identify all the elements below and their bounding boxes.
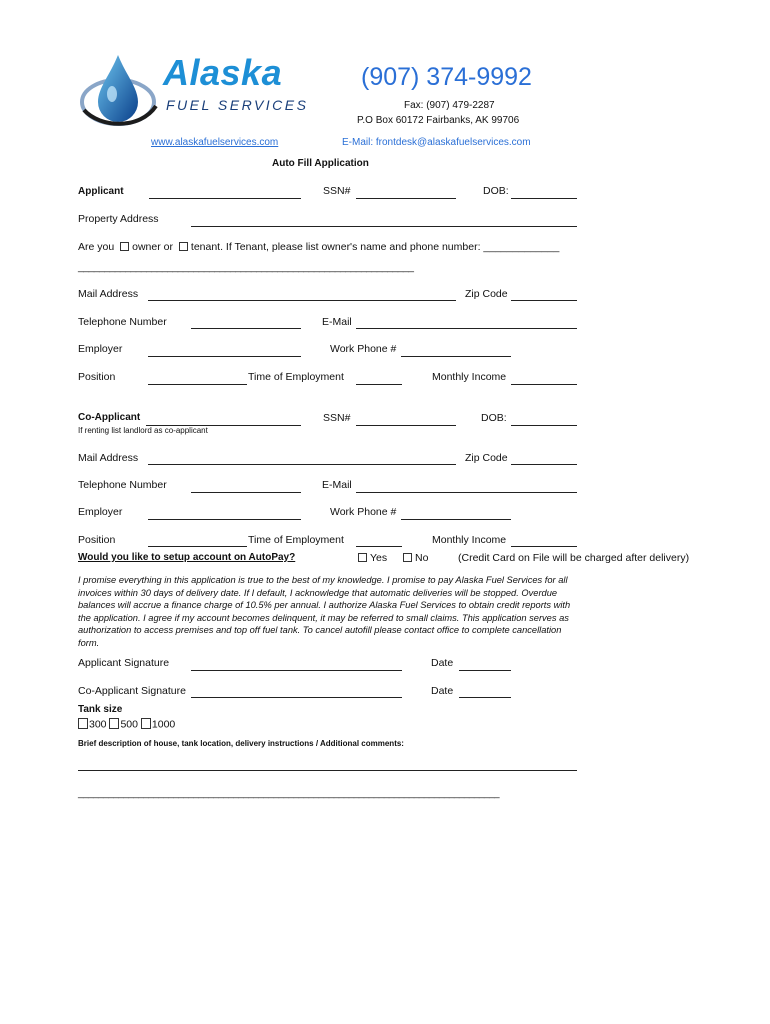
co-time-employment-field[interactable] [356, 546, 402, 547]
mail-address-field[interactable] [148, 300, 456, 301]
coapplicant-ssn-field[interactable] [356, 425, 456, 426]
email-link[interactable]: E-Mail: frontdesk@alaskafuelservices.com [342, 137, 531, 148]
autopay-question: Would you like to setup account on AutoPay? [78, 552, 296, 563]
coapplicant-signature-field[interactable] [191, 697, 402, 698]
time-employment-field[interactable] [356, 384, 402, 385]
work-phone-label: Work Phone # [330, 343, 397, 355]
zip-code-field[interactable] [511, 300, 577, 301]
agreement-text: I promise everything in this application is true to the best of my knowledge. I promise to pay Alaska Fuel Services for all invoices within 30 days of delivery date. If I default, I acknowledge that automatic deliveries will be stopped. Overdue balances will accrue a finance charge of 10.5% per annual. I authorize Alaska Fuel Services to obtain credit reports with the application. I agree if my account becomes delinquent, it may be referred to small claims. This application serves as authorization to access premises and top off fuel tank. To cancel autofill please contact office to complete cancellation form. [78, 575, 571, 648]
applicant-signature-field[interactable] [191, 670, 402, 671]
email-field[interactable] [356, 328, 577, 329]
date1-label: Date [431, 657, 454, 669]
co-position-field[interactable] [148, 546, 247, 547]
autopay-yes: Yes [355, 552, 387, 564]
tenant-checkbox[interactable] [179, 242, 188, 251]
mailing-address: P.O Box 60172 Fairbanks, AK 99706 [357, 115, 520, 126]
employer-field[interactable] [148, 356, 301, 357]
tank-500-label: 500 [120, 718, 138, 731]
coapplicant-dob-field[interactable] [511, 425, 577, 426]
monthly-income-label: Monthly Income [432, 371, 507, 383]
applicant-ssn-label: SSN# [323, 185, 351, 197]
applicant-name-field[interactable] [149, 198, 301, 199]
co-monthly-income-field[interactable] [511, 546, 577, 547]
tank-size-options [78, 718, 175, 731]
owner-checkbox[interactable] [120, 242, 129, 251]
zip-code-label: Zip Code [465, 288, 508, 300]
coapplicant-ssn-label: SSN# [323, 412, 351, 424]
date2-field[interactable] [459, 697, 511, 698]
co-work-phone-label: Work Phone # [330, 506, 397, 518]
co-position-label: Position [78, 534, 116, 546]
comments-field-1[interactable] [78, 770, 577, 771]
autopay-yes-checkbox[interactable] [358, 553, 367, 562]
owner-tenant-question: Are you owner or tenant. If Tenant, please list owner's name and phone number: _____________ [78, 241, 560, 253]
date1-field[interactable] [459, 670, 511, 671]
owner-label: owner [132, 241, 161, 253]
co-employer-label: Employer [78, 506, 123, 518]
applicant-heading: Applicant [78, 186, 124, 197]
fax-number: Fax: (907) 479-2287 [404, 100, 495, 111]
work-phone-field[interactable] [401, 356, 511, 357]
applicant-ssn-field[interactable] [356, 198, 456, 199]
coapplicant-heading: Co-Applicant [78, 412, 141, 423]
tank-1000-checkbox[interactable] [141, 718, 151, 729]
brand-subtitle: FUEL SERVICES [166, 97, 309, 113]
co-email-label: E-Mail [322, 479, 352, 491]
coapplicant-note: If renting list landlord as co-applicant [78, 426, 208, 435]
employer-label: Employer [78, 343, 123, 355]
co-zip-code-field[interactable] [511, 464, 577, 465]
autopay-note: (Credit Card on File will be charged after delivery) [458, 552, 690, 564]
co-time-employment-label: Time of Employment [248, 534, 344, 546]
co-zip-code-label: Zip Code [465, 452, 508, 464]
tank-size-heading: Tank size [78, 704, 123, 715]
co-employer-field[interactable] [148, 519, 301, 520]
mail-address-label: Mail Address [78, 288, 139, 300]
phone-number: (907) 374-9992 [361, 63, 532, 91]
position-field[interactable] [148, 384, 247, 385]
tank-300-label: 300 [89, 718, 107, 731]
owner-info-line[interactable]: ________________________________________________________________ [78, 261, 414, 273]
tenant-label: tenant. If Tenant, please list owner's name and phone number: _____________ [190, 241, 560, 253]
property-address-field[interactable] [191, 226, 577, 227]
brand-name: Alaska [163, 52, 283, 93]
co-email-field[interactable] [356, 492, 577, 493]
co-mail-address-field[interactable] [148, 464, 456, 465]
monthly-income-field[interactable] [511, 384, 577, 385]
autopay-no: No [400, 552, 428, 564]
coapplicant-signature-label: Co-Applicant Signature [78, 685, 186, 697]
applicant-dob-field[interactable] [511, 198, 577, 199]
autopay-no-checkbox[interactable] [403, 553, 412, 562]
website-link[interactable]: www.alaskafuelservices.com [151, 137, 279, 148]
telephone-field[interactable] [191, 328, 301, 329]
coapplicant-dob-label: DOB: [481, 412, 507, 424]
form-title: Auto Fill Application [272, 158, 369, 169]
co-work-phone-field[interactable] [401, 519, 511, 520]
tank-300-checkbox[interactable] [78, 718, 88, 729]
co-telephone-field[interactable] [191, 492, 301, 493]
co-monthly-income-label: Monthly Income [432, 534, 507, 546]
tank-1000-label: 1000 [151, 718, 176, 731]
applicant-signature-label: Applicant Signature [78, 657, 170, 669]
property-address-label: Property Address [78, 213, 159, 225]
co-telephone-label: Telephone Number [78, 479, 167, 491]
applicant-dob-label: DOB: [483, 185, 509, 197]
co-mail-address-label: Mail Address [78, 452, 139, 464]
date2-label: Date [431, 685, 454, 697]
telephone-label: Telephone Number [78, 316, 167, 328]
time-employment-label: Time of Employment [248, 371, 344, 383]
position-label: Position [78, 371, 116, 383]
comments-label: Brief description of house, tank location, delivery instructions / Additional comments: [78, 739, 404, 748]
comments-field-2[interactable]: ____________________________________________________________________________________ [78, 788, 499, 799]
email-label: E-Mail [322, 316, 352, 328]
company-logo [80, 50, 309, 135]
tank-500-checkbox[interactable] [109, 718, 119, 729]
